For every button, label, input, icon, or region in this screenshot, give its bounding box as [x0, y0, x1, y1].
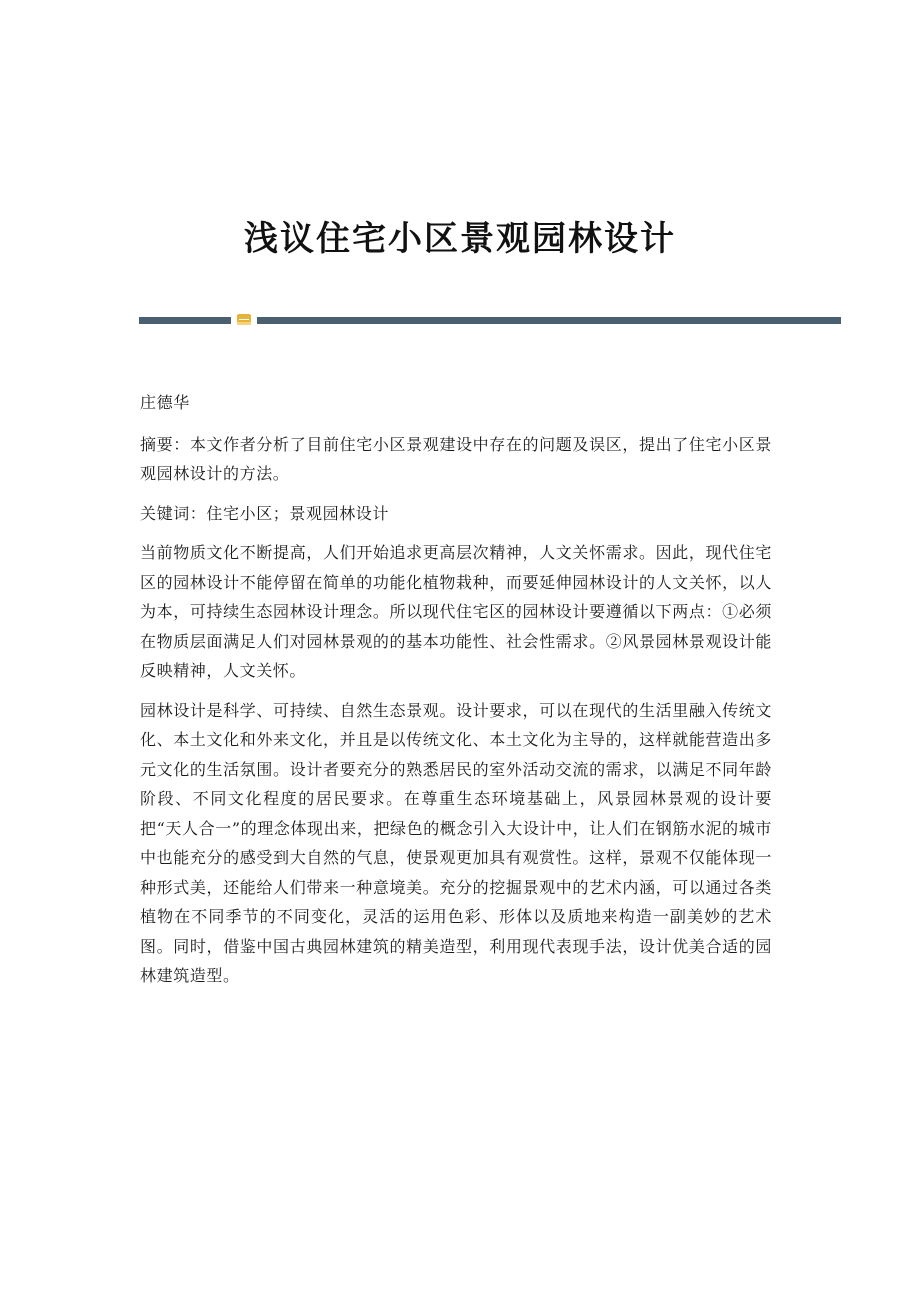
body-paragraph: 园林设计是科学、可持续、自然生态景观。设计要求，可以在现代的生活里融入传统文化、本土文化和外来文化，并且是以传统文化、本土文化为主导的，这样就能营造出多元文化的生活氛围。设计者要充分的熟悉居民的室外活动交流的需求，以满足不同年龄阶段、不同文化程度的居民要求。在尊重生态环境基础上，风景园林景观的设计要把“天人合一”的理念体现出来，把绿色的概念引入大设计中，让人们在钢筋水泥的城市中也能充分的感受到大自然的气息，使景观更加具有观赏性。这样，景观不仅能体现一种形式美，还能给人们带来一种意境美。充分的挖掘景观中的艺术内涵，可以通过各类植物在不同季节的不同变化，灵活的运用色彩、形体以及质地来构造一副美妙的艺术图。同时，借鉴中国古典园林建筑的精美造型，利用现代表现手法，设计优美合适的园林建筑造型。 — [140, 700, 772, 985]
divider-ornament-icon — [237, 314, 251, 325]
body-paragraph: 当前物质文化不断提高，人们开始追求更高层次精神，人文关怀需求。因此，现代住宅区的园林设计不能停留在简单的功能化植物栽种，而要延伸园林设计的人文关怀，以人为本，可持续生态园林设计理念。所以现代住宅区的园林设计要遵循以下两点：①必须在物质层面满足人们对园林景观的的基本功能性、社会性需求。②风景园林景观设计能反映精神，人文关怀。 — [140, 543, 772, 680]
title-divider — [139, 314, 841, 324]
divider-bar-left — [139, 317, 231, 324]
abstract: 摘要：本文作者分析了目前住宅小区景观建设中存在的问题及误区，提出了住宅小区景观园林设计的方法。 — [140, 434, 772, 483]
author-name: 庄德华 — [140, 393, 190, 412]
document-body — [140, 388, 772, 1001]
keywords: 关键词：住宅小区；景观园林设计 — [140, 503, 390, 523]
divider-bar-right — [257, 317, 841, 324]
page-title: 浅议住宅小区景观园林设计 — [244, 218, 676, 259]
